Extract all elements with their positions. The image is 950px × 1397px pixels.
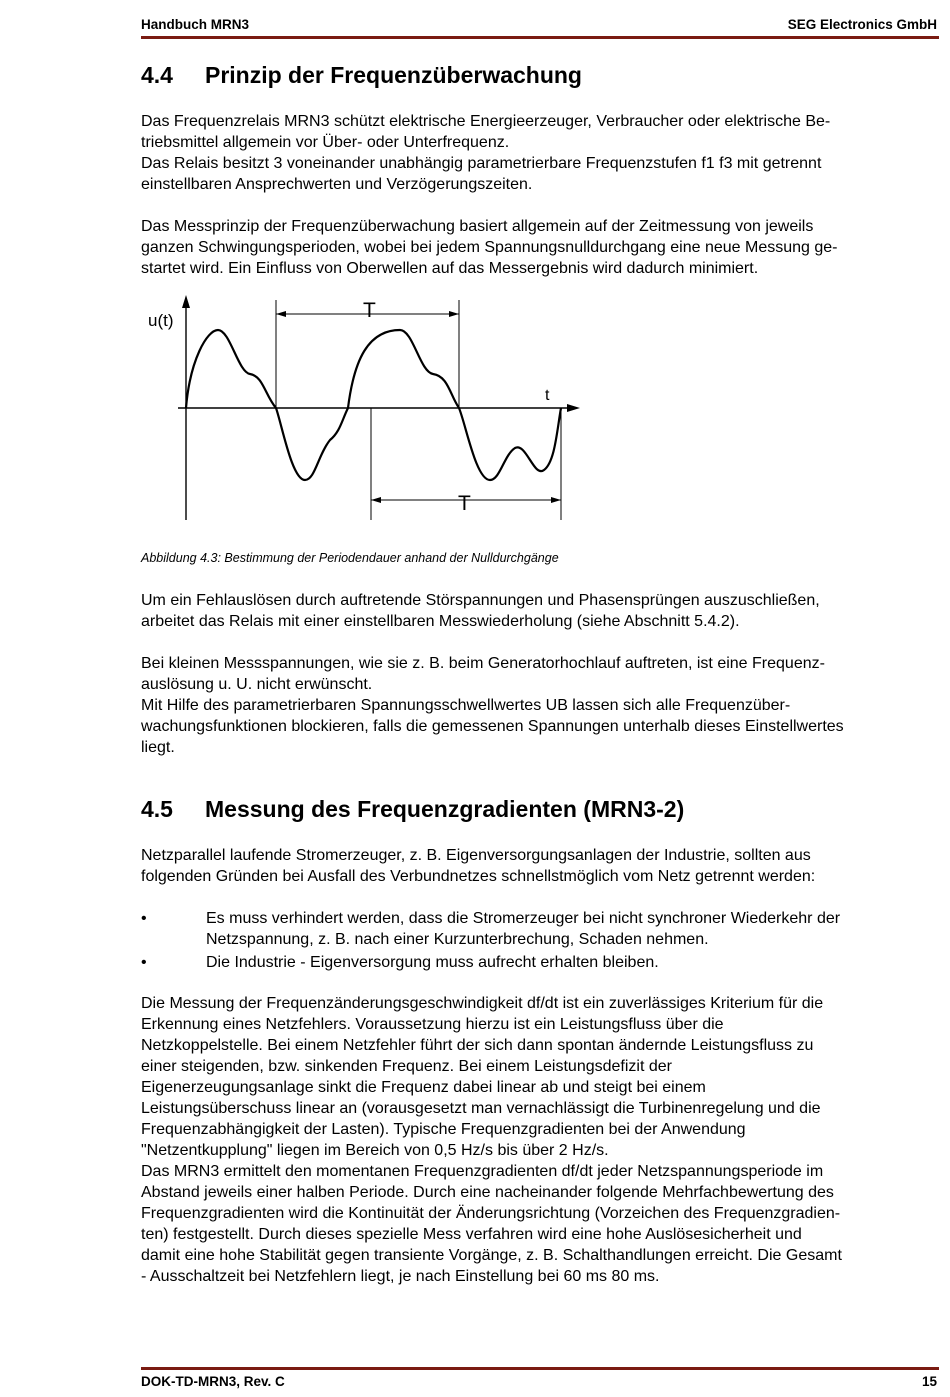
footer-document-id: DOK-TD-MRN3, Rev. C bbox=[141, 1374, 285, 1389]
text-line: Netzkoppelstelle. Bei einem Netzfehler führt der sich dann spontan ändernde Leistungsfluss zu bbox=[141, 1037, 814, 1054]
text-line: "Netzentkupplung" liegen im Bereich von 0,5 Hz/s bis über 2 Hz/s. bbox=[141, 1142, 609, 1159]
text-line: Frequenzabhängigkeit der Lasten). Typische Frequenzgradienten bei der Anwendung bbox=[141, 1121, 746, 1138]
text-line: Das Relais besitzt 3 voneinander unabhängig parametrierbare Frequenzstufen f1 f3 mit getrennt bbox=[141, 155, 822, 172]
paragraph-false-trip bbox=[141, 590, 941, 632]
text-line: Das Messprinzip der Frequenzüberwachung basiert allgemein auf der Zeitmessung von jeweils bbox=[141, 218, 814, 235]
text-line: Mit Hilfe des parametrierbaren Spannungsschwellwertes UB lassen sich alle Frequenzüber- bbox=[141, 697, 791, 714]
text-line: Netzspannung, z. B. nach einer Kurzunterbrechung, Schaden nehmen. bbox=[206, 931, 709, 948]
text-line: Die Industrie - Eigenversorgung muss aufrecht erhalten bleiben. bbox=[206, 954, 659, 971]
text-line: triebsmittel allgemein vor Über- oder Unterfrequenz. bbox=[141, 134, 510, 151]
page-number: 15 bbox=[921, 1374, 937, 1389]
text-line: - Ausschaltzeit bei Netzfehlern liegt, je nach Einstellung bei 60 ms 80 ms. bbox=[141, 1268, 660, 1285]
text-line: liegt. bbox=[141, 739, 175, 756]
text-line: Das Frequenzrelais MRN3 schützt elektrische Energieerzeuger, Verbraucher oder elektrische Be- bbox=[141, 113, 831, 130]
arrow-right-icon bbox=[449, 311, 459, 317]
text-line: Frequenzgradienten wird die Kontinuität der Änderungsrichtung (Vorzeichen des Frequenzgradien- bbox=[141, 1205, 841, 1222]
text-line: startet wird. Ein Einfluss von Oberwellen auf das Messergebnis wird dadurch minimiert. bbox=[141, 260, 759, 277]
text-line: folgenden Gründen bei Ausfall des Verbundnetzes schnellstmöglich vom Netz getrennt werden: bbox=[141, 868, 816, 885]
section-number: 4.5 bbox=[141, 796, 173, 822]
text-line: Erkennung eines Netzfehlers. Voraussetzung hierzu ist ein Leistungsfluss über die bbox=[141, 1016, 724, 1033]
bullet-icon: • bbox=[141, 910, 147, 927]
text-line: damit eine hohe Stabilität gegen transiente Vorgänge, z. B. Schalthandlungen erreicht. Die Gesamt bbox=[141, 1247, 842, 1264]
paragraph-grid-parallel bbox=[141, 845, 941, 887]
text-line: Es muss verhindert werden, dass die Stromerzeuger bei nicht synchroner Wiederkehr der bbox=[206, 910, 841, 927]
section-title: Prinzip der Frequenzüberwachung bbox=[205, 62, 582, 88]
text-line: einer steigenden, bzw. sinkenden Frequenz. Bei einem Leistungsdefizit der bbox=[141, 1058, 672, 1075]
header-rule bbox=[141, 36, 939, 39]
page-header bbox=[141, 14, 937, 34]
text-line: Bei kleinen Messspannungen, wie sie z. B. beim Generatorhochlauf auftreten, ist eine Frequenz- bbox=[141, 655, 825, 672]
text-line: Um ein Fehlauslösen durch auftretende Störspannungen und Phasensprüngen auszuschließen, bbox=[141, 592, 820, 609]
text-line: auslösung u. U. nicht erwünscht. bbox=[141, 676, 373, 693]
paragraph-voltage-threshold bbox=[141, 653, 941, 758]
text-line: Abstand jeweils einer halben Periode. Durch eine nacheinander folgende Mehrfachbewertung des bbox=[141, 1184, 834, 1201]
header-company: SEG Electronics GmbH bbox=[787, 17, 937, 32]
y-axis-arrow-icon bbox=[182, 295, 190, 308]
paragraph-df-dt bbox=[141, 993, 941, 1287]
footer-rule bbox=[141, 1367, 939, 1370]
x-axis-arrow-icon bbox=[567, 404, 580, 412]
voltage-waveform bbox=[186, 330, 561, 480]
period-label-top: T bbox=[363, 299, 376, 322]
arrow-left-icon bbox=[371, 497, 381, 503]
text-line: arbeitet das Relais mit einer einstellbaren Messwiederholung (siehe Abschnitt 5.4.2). bbox=[141, 613, 740, 630]
bullet-icon: • bbox=[141, 954, 147, 971]
section-number: 4.4 bbox=[141, 62, 173, 88]
text-line: Netzparallel laufende Stromerzeuger, z. B. Eigenversorgungsanlagen der Industrie, sollten aus bbox=[141, 847, 811, 864]
y-axis-label: u(t) bbox=[148, 311, 174, 330]
section-title: Messung des Frequenzgradienten (MRN3-2) bbox=[205, 796, 685, 822]
section-heading-4-5 bbox=[141, 796, 684, 823]
arrow-right-icon bbox=[551, 497, 561, 503]
text-line: Leistungsüberschuss linear an (vorausgesetzt man vernachlässigt die Turbinenregelung und die bbox=[141, 1100, 821, 1117]
page-footer bbox=[141, 1374, 937, 1392]
text-line: ten) festgestellt. Durch dieses spezielle Mess verfahren wird eine hohe Auslösesicherheit und bbox=[141, 1226, 802, 1243]
text-line: wachungsfunktionen blockieren, falls die gemessenen Spannungen unterhalb dieses Einstellwertes bbox=[141, 718, 844, 735]
arrow-left-icon bbox=[276, 311, 286, 317]
paragraph-measuring-principle bbox=[141, 216, 941, 279]
text-line: Das MRN3 ermittelt den momentanen Frequenzgradienten df/dt jeder Netzspannungsperiode im bbox=[141, 1163, 824, 1180]
figure-caption: Abbildung 4.3: Bestimmung der Periodendauer anhand der Nulldurchgänge bbox=[141, 551, 559, 565]
header-manual-title: Handbuch MRN3 bbox=[141, 17, 249, 32]
period-label-bottom: T bbox=[458, 492, 471, 515]
section-heading-4-4 bbox=[141, 62, 582, 89]
text-line: ganzen Schwingungsperioden, wobei bei jedem Spannungsnulldurchgang eine neue Messung ge- bbox=[141, 239, 838, 256]
text-line: Die Messung der Frequenzänderungsgeschwindigkeit df/dt ist ein zuverlässiges Kriterium für die bbox=[141, 995, 824, 1012]
x-axis-label: t bbox=[545, 387, 550, 404]
text-line: einstellbaren Ansprechwerten und Verzögerungszeiten. bbox=[141, 176, 533, 193]
paragraph-intro bbox=[141, 111, 941, 195]
text-line: Eigenerzeugungsanlage sinkt die Frequenz dabei linear ab und steigt bei einem bbox=[141, 1079, 706, 1096]
waveform-figure bbox=[140, 290, 600, 530]
